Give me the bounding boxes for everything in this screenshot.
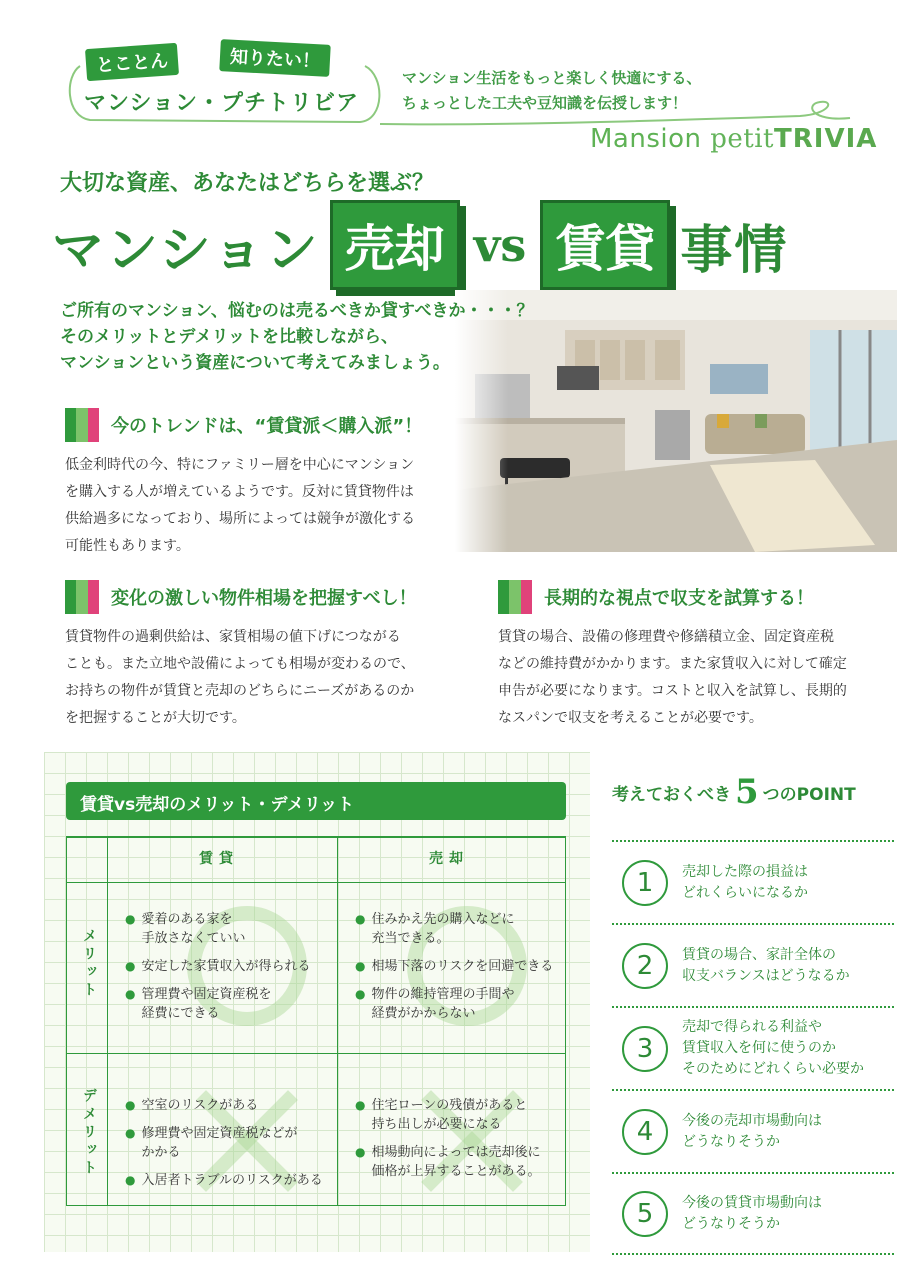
point-text: 賃貸の場合、家計全体の 収支バランスはどうなるか [682, 946, 850, 984]
merit-demerit-table [66, 836, 566, 1206]
points-title-post: つのPOINT [762, 784, 856, 805]
body-line: 賃貸の場合、設備の修理費や修繕積立金、固定資産税 [498, 629, 834, 645]
point-item [612, 1172, 894, 1255]
cell-rent-demerit [125, 1096, 330, 1199]
table-divider [67, 1053, 565, 1054]
headline-vs: vs [473, 218, 527, 272]
banner-desc-line: ちょっとした工夫や豆知識を伝授します！ [402, 94, 688, 112]
list-item: ● 管理費や固定資産税を 経費にできる [125, 987, 272, 1021]
section-color-mark-icon [65, 580, 99, 614]
headline-part1: マンション [52, 220, 320, 281]
section-body [65, 624, 465, 732]
list-item: ● 物件の維持管理の手間や 経費がかからない [355, 987, 515, 1021]
page-title [52, 200, 892, 290]
banner-description [402, 66, 762, 116]
body-line: などの維持費がかかります。また家賃収入に対して確定 [498, 656, 847, 672]
intro-line: ご所有のマンション、悩むのは売るべきか貸すべきか・・・？ [60, 301, 534, 321]
points-list [612, 840, 894, 1255]
banner-desc-line: マンション生活をもっと楽しく快適にする、 [402, 69, 702, 87]
body-line: 供給過多になっており、場所によっては競争が激化する [65, 511, 415, 527]
points-title-number: 5 [735, 772, 759, 812]
point-item [612, 923, 894, 1006]
section-market [65, 580, 465, 732]
brand-logo [590, 124, 877, 154]
section-title: 変化の激しい物件相場を把握すべし！ [111, 588, 417, 609]
intro-text [60, 298, 560, 376]
list-item: ● 相場動向によっては売却後に 価格が上昇することがある。 [355, 1145, 541, 1179]
point-text: 売却した際の損益は どれくらいになるか [682, 863, 808, 901]
point-text: 今後の賃貸市場動向は どうなりそうか [682, 1194, 822, 1232]
points-title [612, 772, 856, 812]
point-text: 今後の売却市場動向は どうなりそうか [682, 1112, 822, 1150]
point-text: 売却で得られる利益や 賃貸収入を何に使うのか そのためにどれくらい必要か [682, 1019, 864, 1077]
point-number-circle: 4 [622, 1109, 668, 1155]
intro-line: マンションという資産について考えてみましょう。 [60, 353, 450, 373]
section-header [498, 580, 893, 614]
point-number-circle: 3 [622, 1026, 668, 1072]
section-body [498, 624, 893, 732]
list-item: ● 住宅ローンの残債があると 持ち出しが必要になる [355, 1098, 528, 1132]
column-header-sell: 売却 [429, 851, 469, 867]
headline-box-rent: 賃貸 [540, 200, 670, 290]
row-header-demerit: デメリット [81, 1088, 97, 1178]
section-header [65, 408, 465, 442]
table-divider [107, 838, 108, 1205]
cell-sell-demerit [355, 1096, 565, 1190]
banner-tag-1: とことん [85, 43, 179, 81]
cell-sell-merit [355, 910, 560, 1032]
brand-trivia: TRIVIA [774, 124, 878, 154]
section-color-mark-icon [498, 580, 532, 614]
brand-mansion: Mansion [590, 124, 702, 154]
body-line: 申告が必要になります。コストと収入を試算し、長期的 [498, 683, 847, 699]
list-item: ● 愛着のある家を 手放さなくていい [125, 912, 246, 946]
point-item [612, 1089, 894, 1172]
kicker-text: 大切な資産、あなたはどちらを選ぶ？ [60, 171, 435, 196]
body-line: 低金利時代の今、特にファミリー層を中心にマンション [65, 457, 415, 473]
point-number-circle: 5 [622, 1191, 668, 1237]
body-line: 賃貸物件の過剰供給は、家賃相場の値下げにつながる [65, 629, 401, 645]
section-header [65, 580, 465, 614]
list-item: ● 空室のリスクがある [125, 1098, 259, 1113]
banner-tag-2: 知りたい！ [219, 39, 331, 77]
row-header-merit: メリット [81, 928, 97, 1000]
point-number-circle: 1 [622, 860, 668, 906]
list-item: ● 相場下落のリスクを回避できる [355, 959, 554, 974]
list-item: ● 住みかえ先の購入などに 充当できる。 [355, 912, 515, 946]
list-item: ● 修理費や固定資産税などが かかる [125, 1126, 298, 1160]
headline-box-sell: 売却 [330, 200, 460, 290]
point-item [612, 840, 894, 923]
headline-part2: 事情 [680, 220, 789, 281]
body-line: を把握することが大切です。 [65, 710, 246, 726]
table-divider [337, 838, 338, 1205]
section-trend [65, 408, 465, 560]
table-title: 賃貸vs売却のメリット・デメリット [66, 782, 566, 820]
list-item: ● 入居者トラブルのリスクがある [125, 1173, 323, 1188]
section-body [65, 452, 465, 560]
body-line: 可能性もあります。 [65, 538, 190, 554]
intro-line: そのメリットとデメリットを比較しながら、 [60, 327, 398, 347]
cell-rent-merit [125, 910, 330, 1032]
brand-petit: petit [710, 124, 775, 154]
list-item: ● 安定した家賃収入が得られる [125, 959, 311, 974]
body-line: なスパンで収支を考えることが必要です。 [498, 710, 763, 726]
section-title: 今のトレンドは、“賃貸派＜購入派”！ [111, 416, 423, 437]
point-item [612, 1006, 894, 1089]
column-header-rent: 賃貸 [199, 851, 239, 867]
body-line: お持ちの物件が賃貸と売却のどちらにニーズがあるのか [65, 683, 415, 699]
body-line: を購入する人が増えているようです。反対に賃貸物件は [65, 484, 414, 500]
section-longterm [498, 580, 893, 732]
banner-subtitle: マンション・プチトリビア [84, 91, 360, 116]
section-color-mark-icon [65, 408, 99, 442]
body-line: ことも。また立地や設備によっても相場が変わるので、 [65, 656, 415, 672]
points-title-pre: 考えておくべき [612, 784, 731, 805]
point-number-circle: 2 [622, 943, 668, 989]
section-title: 長期的な視点で収支を試算する！ [544, 588, 814, 609]
table-divider [67, 882, 565, 883]
